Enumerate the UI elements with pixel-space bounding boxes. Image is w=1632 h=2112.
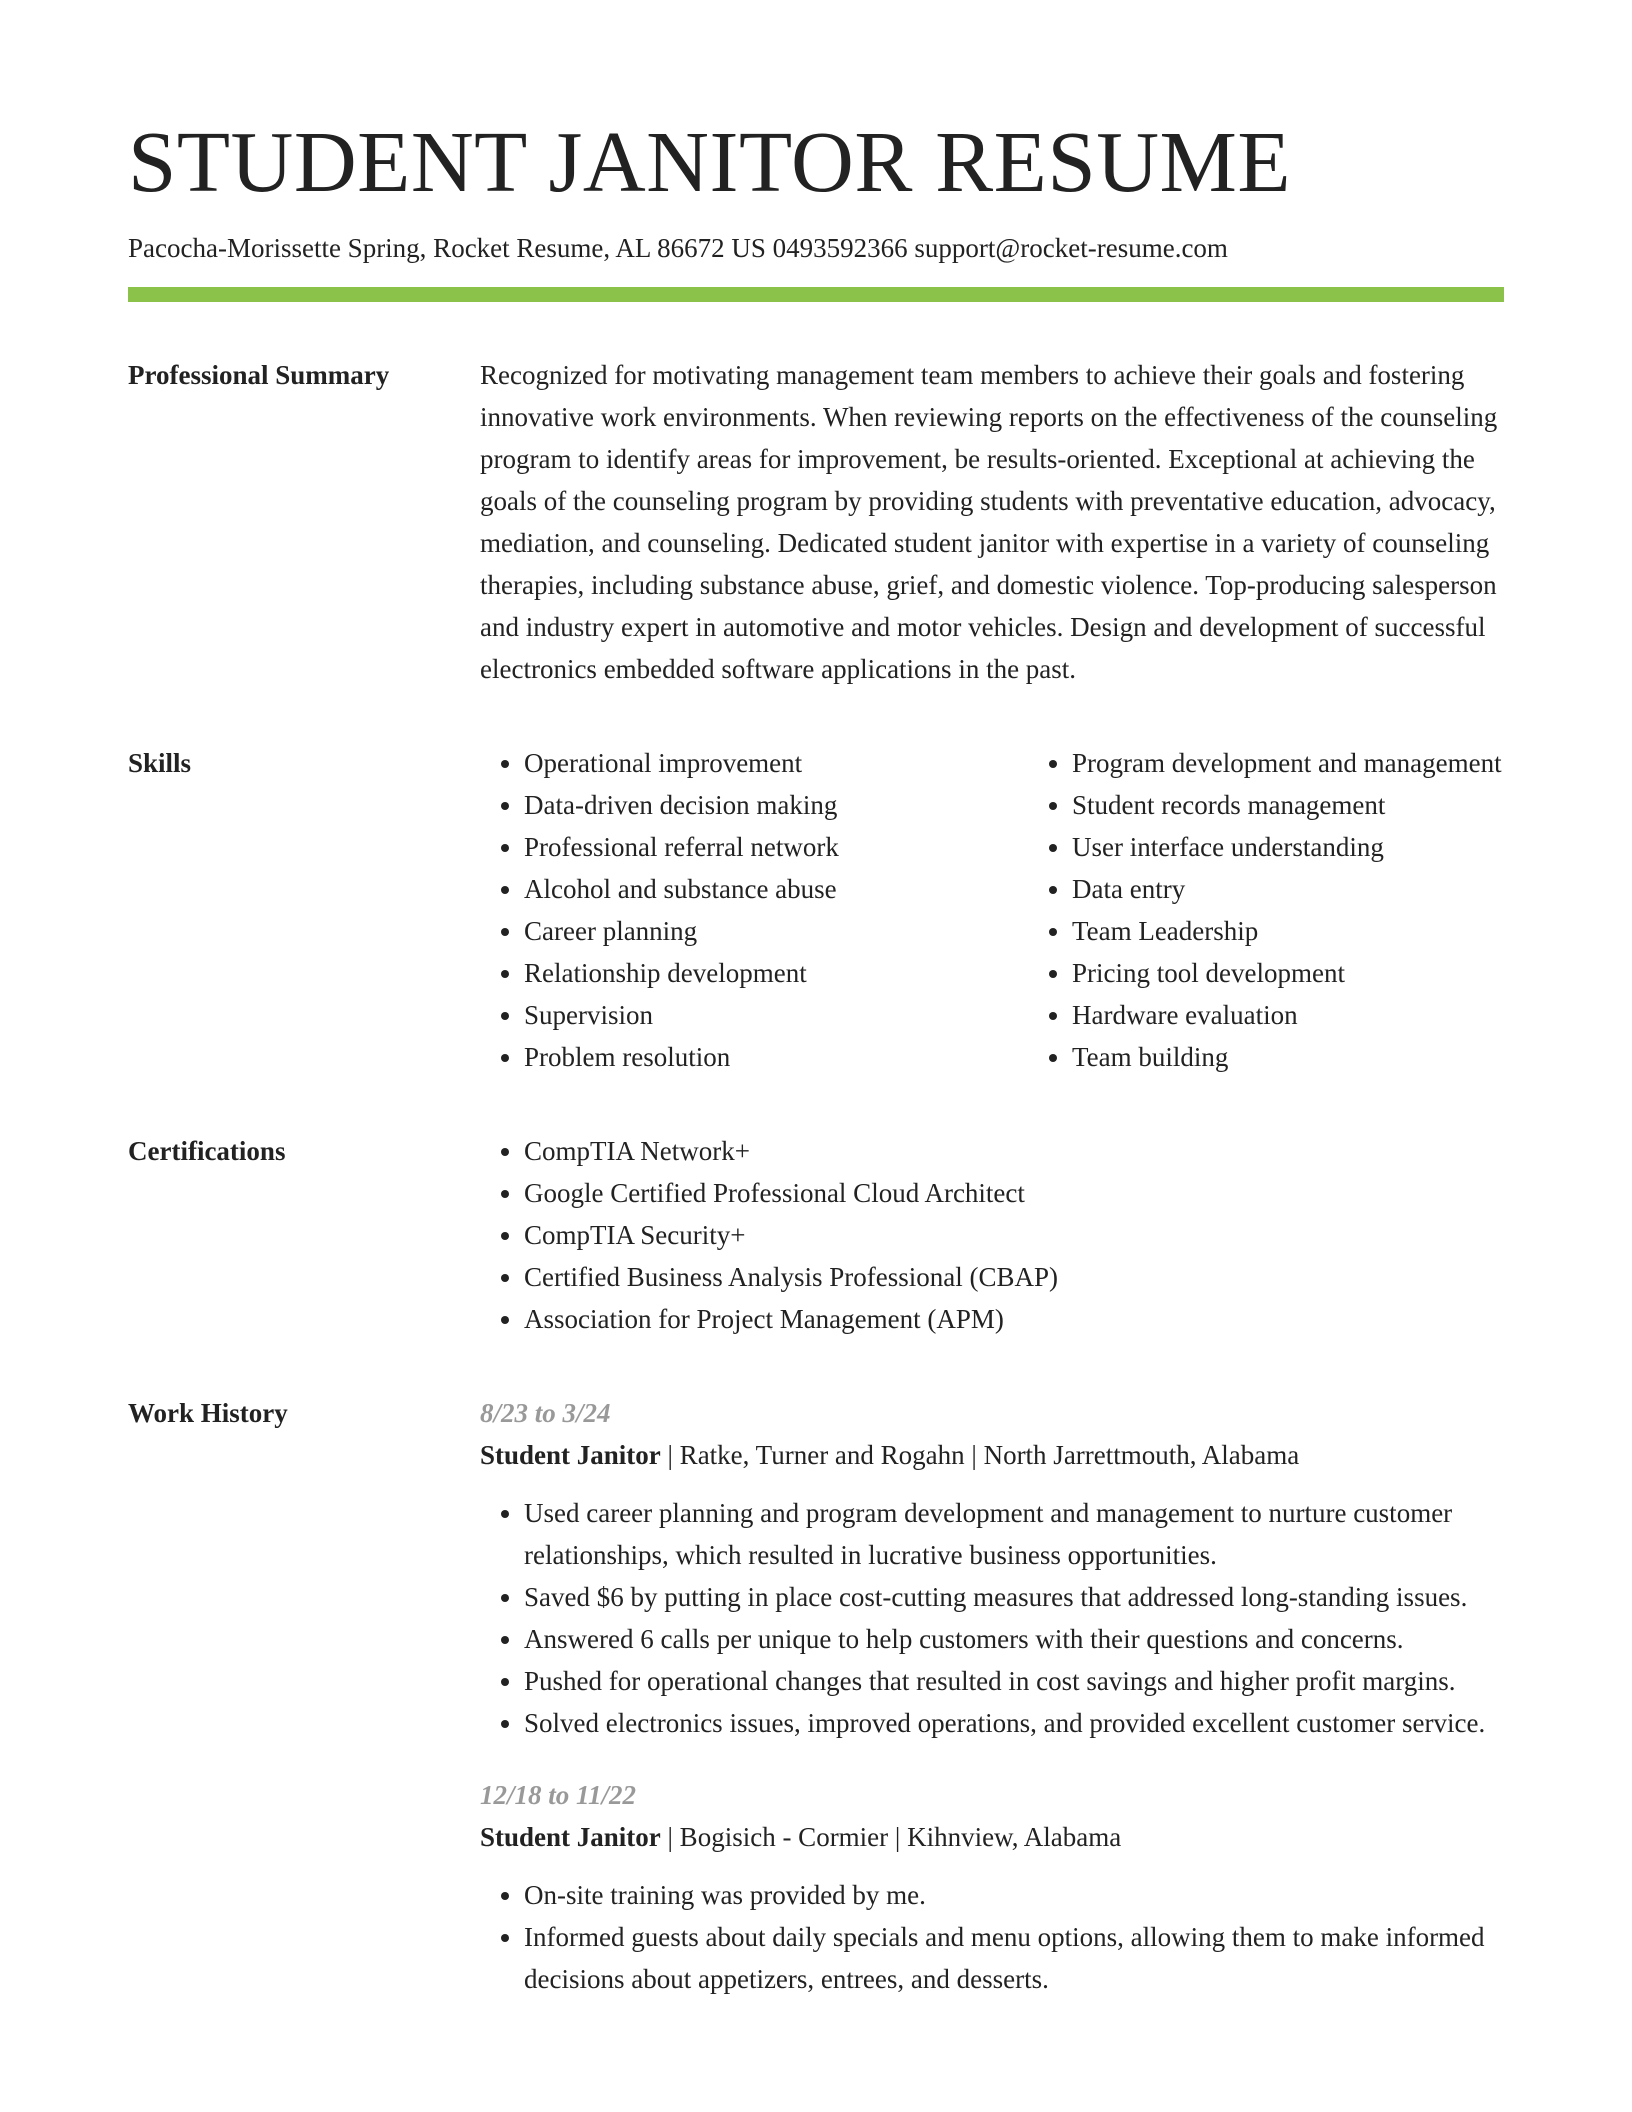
job-bullet: • Answered 6 calls per unique to help customers with their questions and concerns. <box>524 1618 1504 1660</box>
skills-section <box>128 742 1504 1078</box>
job-entry <box>480 1392 1504 1744</box>
certification-item: • CompTIA Security+ <box>524 1214 1504 1256</box>
certification-item: • Association for Project Management (APM) <box>524 1298 1504 1340</box>
job-bullets <box>480 1492 1504 1744</box>
job-dates: 12/18 to 11/22 <box>480 1780 637 1811</box>
summary-text: Recognized for motivating management team members to achieve their goals and fostering innovative work environments. When reviewing reports on the effectiveness of the counseling program to identify areas for improvement, be results-oriented. Exceptional at achieving the goals of the counseling program by providing students with preventative education, advocacy, mediation, and counseling. Dedicated student janitor with expertise in a variety of counseling therapies, including substance abuse, grief, and domestic violence. Top-producing salesperson and industry expert in automotive and motor vehicles. Design and development of successful electronics embedded software applications in the past. <box>480 360 1498 685</box>
job-bullet: • Used career planning and program development and management to nurture customer relationships, which resulted in lucrative business opportunities. <box>524 1492 1504 1576</box>
skill-item: • Team Leadership <box>1072 910 1592 952</box>
job-heading <box>480 1816 1504 1858</box>
job-bullet: • On-site training was provided by me. <box>524 1874 1504 1916</box>
job-bullets <box>480 1874 1504 2000</box>
skill-item: • Career planning <box>524 910 1028 952</box>
skill-item: • Data-driven decision making <box>524 784 1028 826</box>
contact-line: Pacocha-Morissette Spring, Rocket Resume, AL 86672 US 0493592366 support@rocket-resume.com <box>128 233 1228 263</box>
job-entry <box>480 1774 1504 2000</box>
skills-label: Skills <box>128 748 192 779</box>
skill-item: • Problem resolution <box>524 1036 1028 1078</box>
job-bullet: • Pushed for operational changes that resulted in cost savings and higher profit margins. <box>524 1660 1504 1702</box>
job-title: Student Janitor <box>480 1440 661 1471</box>
job-heading <box>480 1434 1504 1476</box>
skill-item: • Professional referral network <box>524 826 1028 868</box>
accent-divider <box>128 287 1504 302</box>
skills-list-left <box>480 742 1028 1078</box>
certification-item: • Google Certified Professional Cloud Architect <box>524 1172 1504 1214</box>
skill-item: • Team building <box>1072 1036 1592 1078</box>
skill-item: • Alcohol and substance abuse <box>524 868 1028 910</box>
job-employer-location: | Ratke, Turner and Rogahn | North Jarrettmouth, Alabama <box>660 1440 1300 1471</box>
skill-item: • Student records management <box>1072 784 1592 826</box>
skill-item: • Operational improvement <box>524 742 1028 784</box>
work-history-section <box>128 1392 1504 2030</box>
skill-item: • Program development and management <box>1072 742 1592 784</box>
certifications-section <box>128 1130 1504 1340</box>
skill-item: • Data entry <box>1072 868 1592 910</box>
certification-item: • CompTIA Network+ <box>524 1130 1504 1172</box>
resume-title: STUDENT JANITOR RESUME <box>128 113 1292 210</box>
job-bullet: • Saved $6 by putting in place cost-cutting measures that addressed long-standing issues. <box>524 1576 1504 1618</box>
summary-section <box>128 354 1504 690</box>
certifications-label: Certifications <box>128 1136 286 1167</box>
job-title: Student Janitor <box>480 1822 661 1853</box>
job-bullet: • Solved electronics issues, improved operations, and provided excellent customer service. <box>524 1702 1504 1744</box>
skill-item: • Pricing tool development <box>1072 952 1592 994</box>
skill-item: • Supervision <box>524 994 1028 1036</box>
skill-item: • Hardware evaluation <box>1072 994 1592 1036</box>
certification-item: • Certified Business Analysis Professional (CBAP) <box>524 1256 1504 1298</box>
work-history-label: Work History <box>128 1398 288 1429</box>
skill-item: • User interface understanding <box>1072 826 1592 868</box>
certifications-list <box>480 1130 1504 1340</box>
skill-item: • Relationship development <box>524 952 1028 994</box>
skills-list-right <box>1028 742 1592 1078</box>
job-employer-location: | Bogisich - Cormier | Kihnview, Alabama <box>660 1822 1122 1853</box>
job-dates: 8/23 to 3/24 <box>480 1398 611 1429</box>
summary-label: Professional Summary <box>128 360 390 391</box>
job-bullet: • Informed guests about daily specials and menu options, allowing them to make informed decisions about appetizers, entrees, and desserts. <box>524 1916 1504 2000</box>
resume-page <box>128 113 1504 2030</box>
